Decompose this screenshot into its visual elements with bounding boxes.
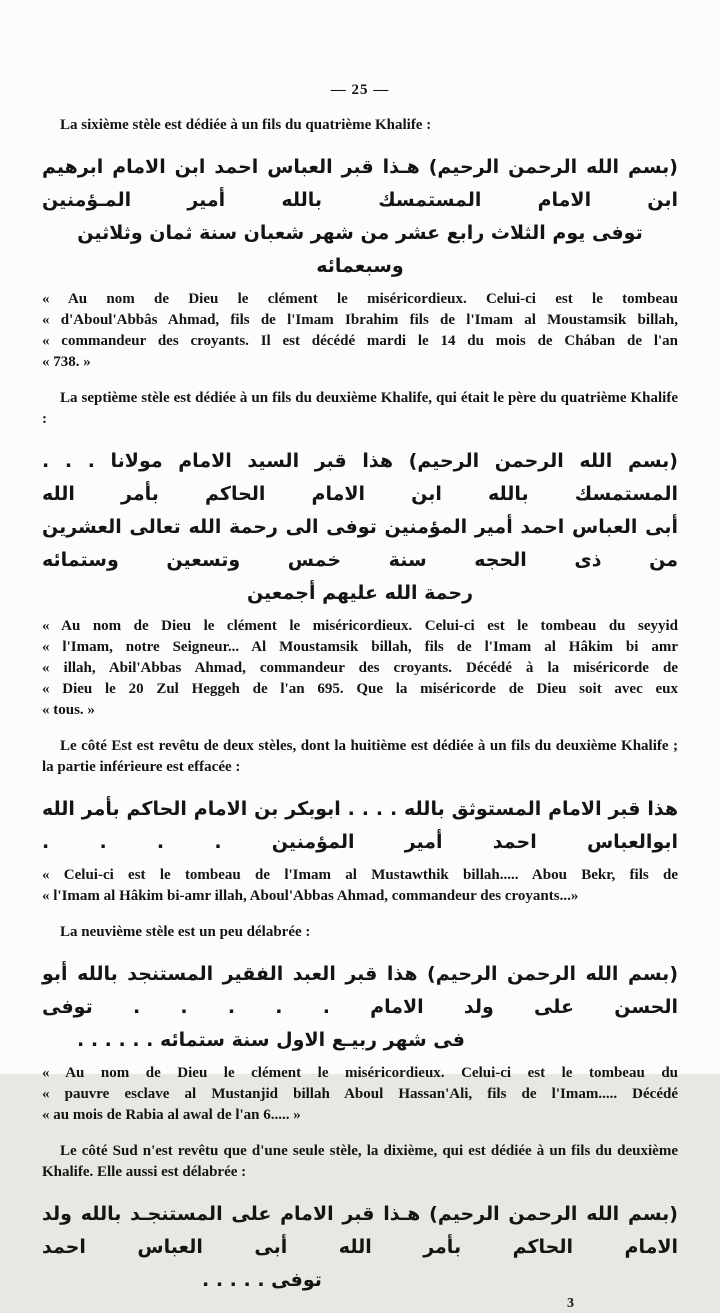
arabic-line: رحمة الله عليهم أجمعين <box>246 582 474 604</box>
quote-line: « l'Imam, notre Seigneur... Al Moustamsik billah, fils de l'Imam al Hâkim bi amr <box>42 639 678 655</box>
arabic-line: توفى . . . . . <box>202 1269 322 1291</box>
arabic-line: (بسم الله الرحمن الرحيم) هذا قبر العبد الفقير المستنجد بالله أبو الحسن على ولد الامام . . . . . توفى <box>42 963 678 1018</box>
quote-line: « Au nom de Dieu le clément le miséricordieux. Celui-ci est le tombeau du seyyid <box>42 618 678 634</box>
paragraph-seventh-stele: La septième stèle est dédiée à un fils du deuxième Khalife, qui était le père du quatrième Khalife : <box>42 390 678 427</box>
signature-mark: 3 <box>567 1296 574 1311</box>
translation-eighth-stele <box>42 865 678 907</box>
quote-line: « 738. » <box>42 354 91 370</box>
page-number: — 25 — <box>330 82 390 98</box>
translation-sixth-stele <box>42 289 678 373</box>
arabic-inscription-ninth-stele <box>42 958 678 1057</box>
arabic-line: أبى العباس احمد أمير المؤمنين توفى الى رحمة الله تعالى العشرين من ذى الحجه سنة خمس وتسعين وستمائه <box>42 516 678 571</box>
arabic-inscription-tenth-stele <box>42 1198 678 1297</box>
quote-line: « illah, Abil'Abbas Ahmad, commandeur des croyants. Décédé à la miséricorde de <box>42 660 678 676</box>
arabic-line: (بسم الله الرحمن الرحيم) هـذا قبر الامام على المستنجـد بالله ولد الامام الحاكم بأمر الله أبى العباس احمد <box>42 1203 678 1258</box>
quote-line: « d'Aboul'Abbâs Ahmad, fils de l'Imam Ibrahim fils de l'Imam al Moustamsik billah, <box>42 312 678 328</box>
arabic-inscription-seventh-stele <box>42 445 678 610</box>
quote-line: « Au nom de Dieu le clément le miséricordieux. Celui-ci est le tombeau <box>42 291 678 307</box>
quote-line: « Au nom de Dieu le clément le miséricordieux. Celui-ci est le tombeau du <box>42 1065 678 1081</box>
quote-line: « pauvre esclave al Mustanjid billah Aboul Hassan'Ali, fils de l'Imam..... Décédé <box>42 1086 678 1102</box>
translation-seventh-stele <box>42 616 678 721</box>
arabic-line: توفى يوم الثلاث رابع عشر من شهر شعبان سنة ثمان وثلاثين وسبعمائه <box>77 222 643 277</box>
arabic-inscription-eighth-stele <box>42 793 678 859</box>
arabic-inscription-sixth-stele <box>42 151 678 283</box>
arabic-line: (بسم الله الرحمن الرحيم) هذا قبر السيد الامام مولانا . . . المستمسك بالله ابن الامام الحاكم بأمر الله <box>42 450 678 505</box>
paragraph-east-side: Le côté Est est revêtu de deux stèles, dont la huitième est dédiée à un fils du deuxième Khalife ; la partie inférieure est effacée : <box>42 738 678 775</box>
quote-line: « Celui-ci est le tombeau de l'Imam al Mustawthik billah..... Abou Bekr, fils de <box>42 867 678 883</box>
paragraph-south-side: Le côté Sud n'est revêtu que d'une seule stèle, la dixième, qui est dédiée à un fils du deuxième Khalife. Elle aussi est délabrée : <box>42 1143 678 1180</box>
arabic-line: (بسم الله الرحمن الرحيم) هـذا قبر العباس احمد ابن الامام ابرهيم ابن الامام المستمسك بالله أمير المـؤمنين <box>42 156 678 211</box>
quote-line: « commandeur des croyants. Il est décédé mardi le 14 du mois de Chában de l'an <box>42 333 678 349</box>
quote-line: « au mois de Rabia al awal de l'an 6..... » <box>42 1107 301 1123</box>
quote-line: « l'Imam al Hâkim bi-amr illah, Aboul'Abbas Ahmad, commandeur des croyants...» <box>42 888 579 904</box>
quote-line: « Dieu le 20 Zul Heggeh de l'an 695. Que la miséricorde de Dieu soit avec eux <box>42 681 678 697</box>
arabic-line: هذا قبر الامام المستوثق بالله . . . . ابوبكر بن الامام الحاكم بأمر الله ابوالعباس احمد أمير المؤمنين . . . . <box>42 798 678 853</box>
arabic-line: فى شهر ربيـع الاول سنة ستمائه . . . . . . <box>77 1029 465 1051</box>
translation-ninth-stele <box>42 1063 678 1126</box>
paragraph-sixth-stele: La sixième stèle est dédiée à un fils du quatrième Khalife : <box>60 117 432 133</box>
paragraph-ninth-stele: La neuvième stèle est un peu délabrée : <box>60 924 311 940</box>
quote-line: « tous. » <box>42 702 95 718</box>
